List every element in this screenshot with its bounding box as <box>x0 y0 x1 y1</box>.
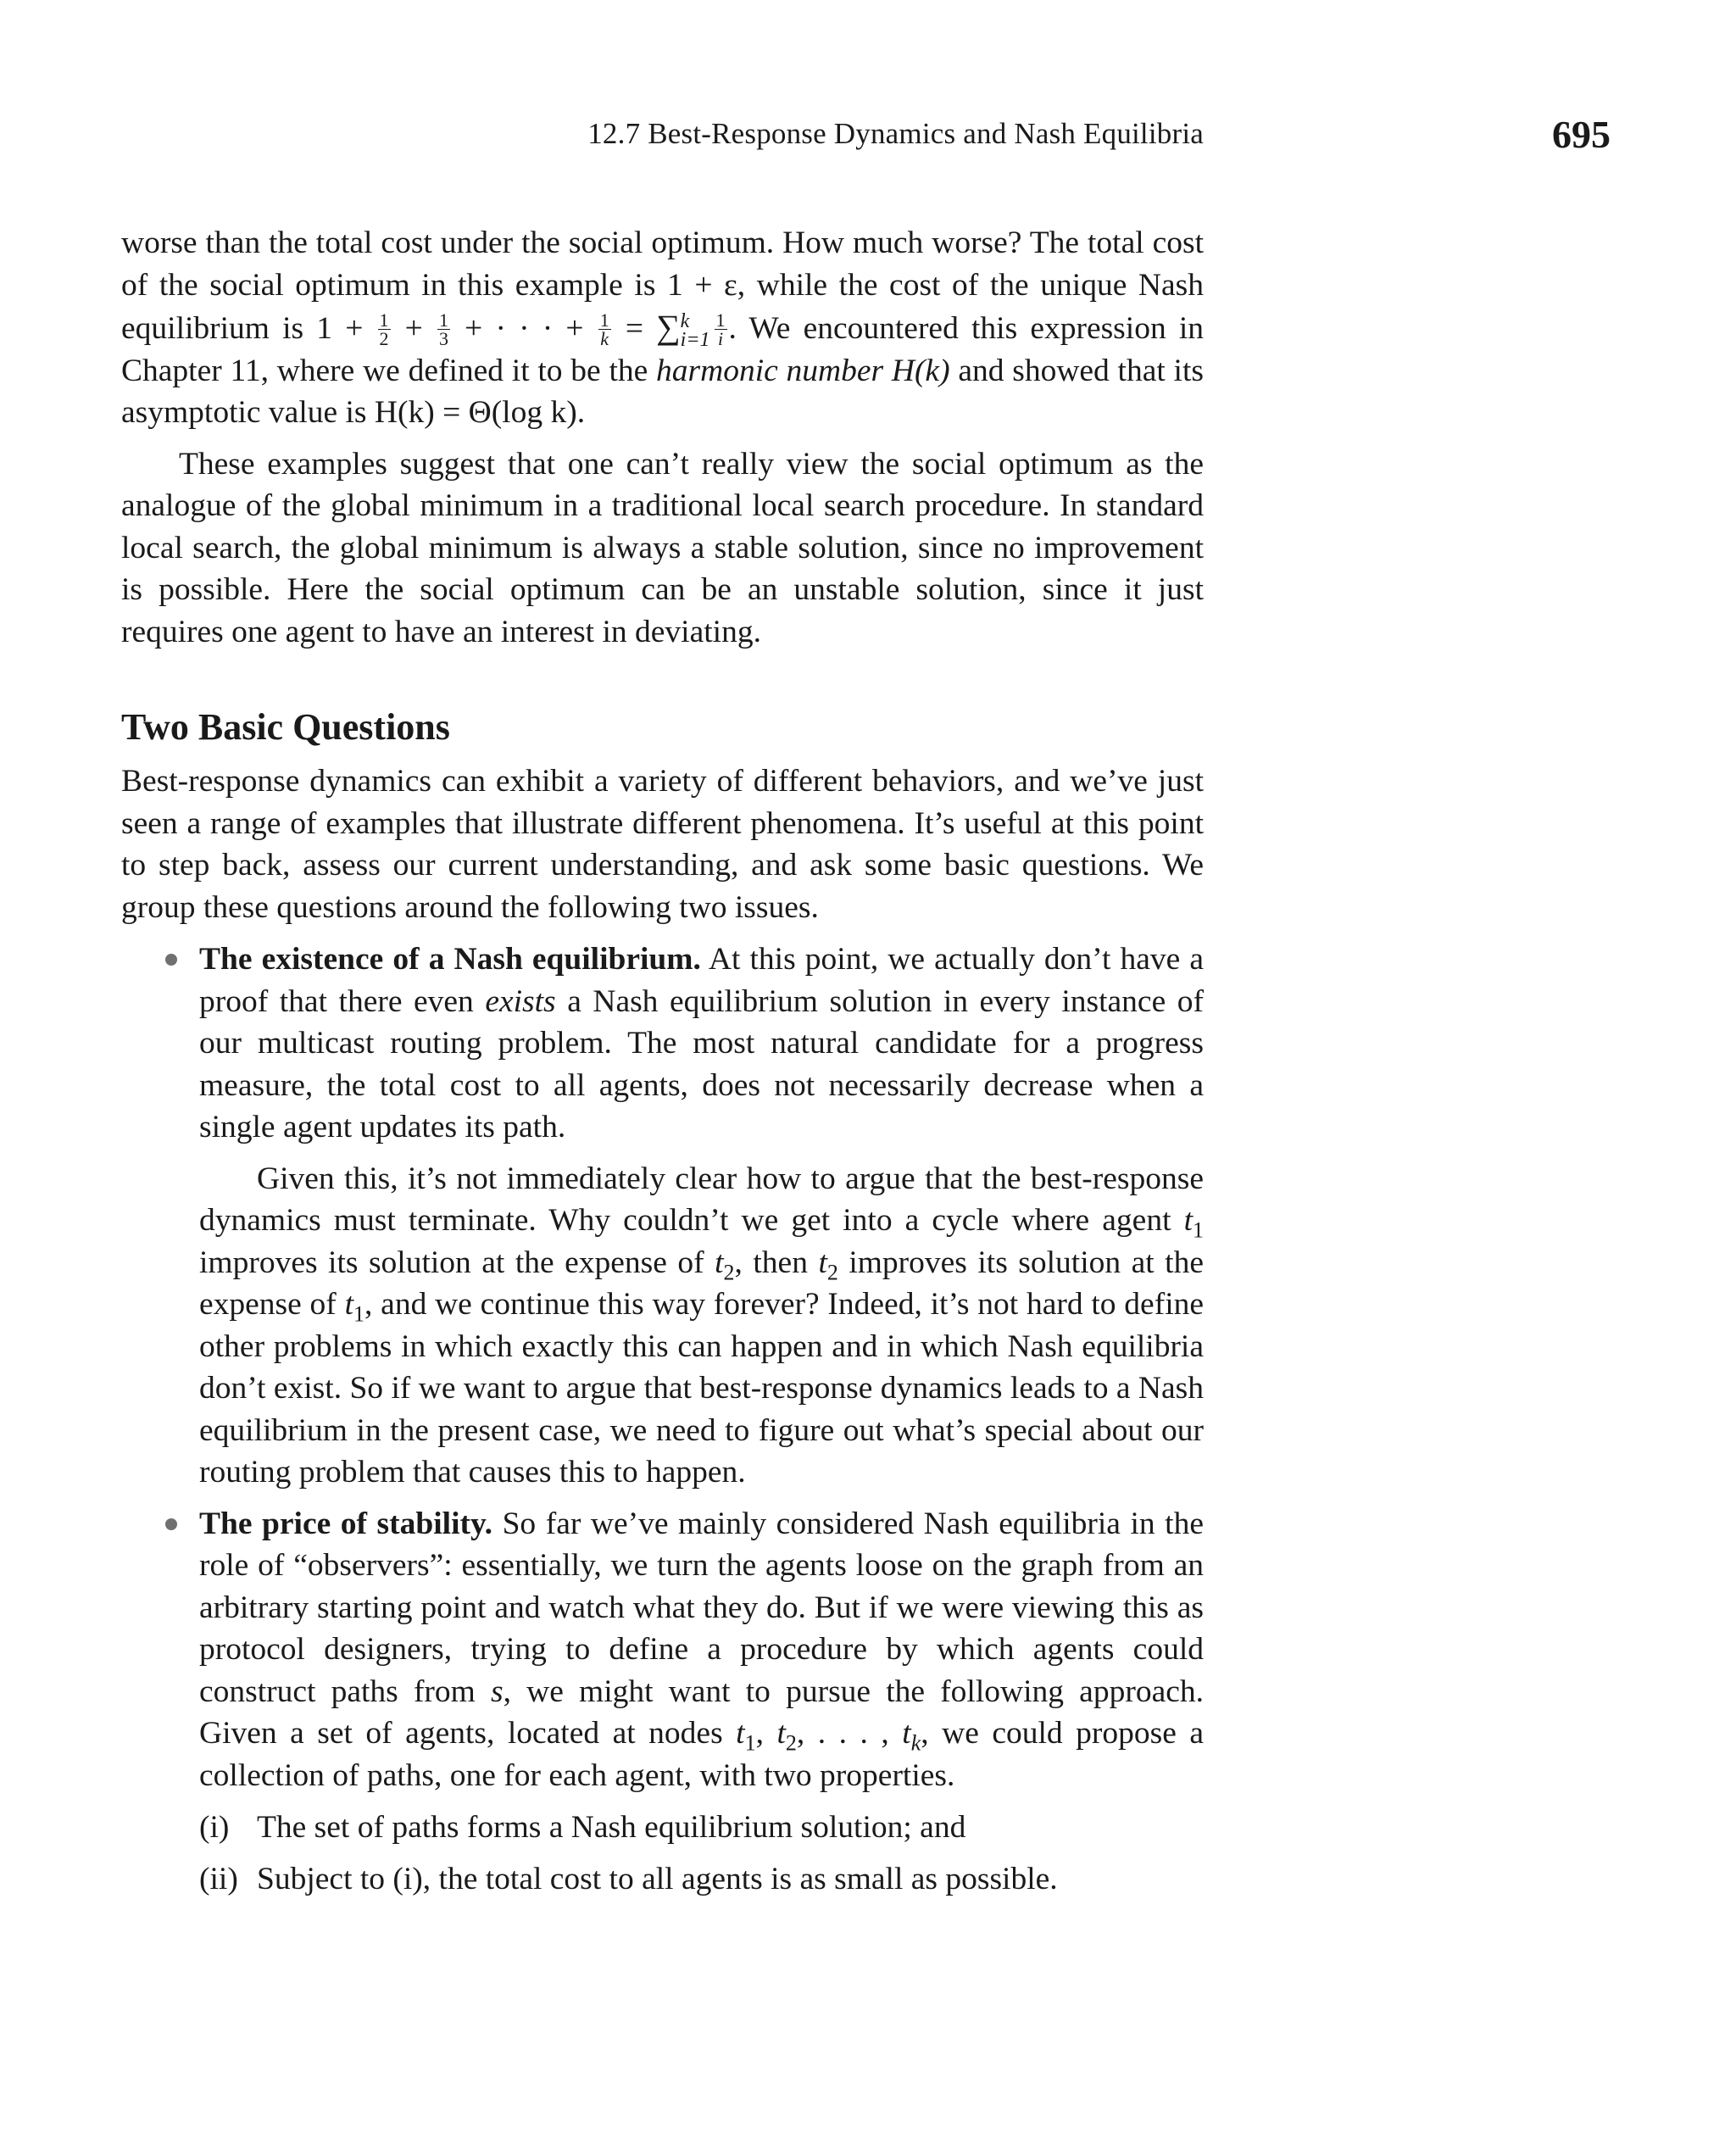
bullet-paragraph <box>199 1503 1204 1797</box>
sum-upper-limit: k <box>680 310 690 333</box>
bullet-lead: The price of stability. <box>199 1506 493 1541</box>
text-run: and showed that its asymptotic value is H(k) = Θ(log k). <box>121 353 1204 430</box>
fraction-one-over-i <box>715 311 727 348</box>
bullet-lead: The existence of a Nash equilibrium. <box>199 942 701 977</box>
text-run: a Nash equilibrium solution in every instance of our multicast routing problem. The most natural candidate for a progress measure, the total cost to all agents, does not necessarily decrease when a single agent updates its path. <box>199 983 1204 1144</box>
running-head: 12.7 Best-Response Dynamics and Nash Equilibria <box>587 117 1204 150</box>
subscript: 2 <box>826 1260 838 1284</box>
text-run: + · · · + <box>451 311 597 346</box>
property-text: The set of paths forms a Nash equilibrium solution; and <box>257 1810 966 1845</box>
properties-list <box>121 1807 1204 1900</box>
subscript: 1 <box>744 1730 756 1756</box>
paragraph-social-optimum: These examples suggest that one can’t really view the social optimum as the analogue of the global minimum in a traditional local search procedure. In standard local search, the global minimum is always a stable solution, since no improvement is possible. Here the social optimum can be an unstable solution, since it just requires one agent to have an interest in deviating. <box>121 446 1204 649</box>
section-heading: Two Basic Questions <box>121 706 450 748</box>
text-run: , we could propose a collection of paths, one for each agent, with two properties. <box>199 1716 1205 1793</box>
property-item <box>199 1858 1204 1901</box>
property-text: Subject to (i), the total cost to all agents is as small as possible. <box>257 1861 1058 1896</box>
text-run: = <box>612 311 657 346</box>
math-var: t <box>1183 1203 1193 1238</box>
math-var: t <box>902 1716 911 1751</box>
list-item <box>121 938 1204 1494</box>
text-run: + <box>392 311 436 346</box>
math-var: t <box>776 1716 786 1751</box>
text-run: , we might want to pursue the following approach. Given a set of agents, located at nodes <box>199 1673 1204 1751</box>
summation-limits <box>680 310 710 352</box>
fraction-one-half <box>378 311 391 348</box>
property-item <box>199 1807 1204 1849</box>
text-run: worse than the total cost under the social optimum. How much worse? The total cost of the social optimum in this example is 1 + ε, while the cost of the unique Nash equilibrium is 1 + <box>121 226 1204 346</box>
section-intro: Best-response dynamics can exhibit a variety of different behaviors, and we’ve just seen a range of examples that illustrate different phenomena. It’s useful at this point to step back, assess our current understanding, and ask some basic questions. We group these questions around the following two issues. <box>121 764 1204 925</box>
property-number: (i) <box>199 1810 230 1845</box>
numerator: 1 <box>438 309 448 331</box>
numerator: 1 <box>379 309 389 331</box>
text-run: improves its solution at the expense of <box>199 1245 1204 1322</box>
bullet-icon <box>165 954 177 966</box>
text-run: , then <box>734 1245 819 1280</box>
text-run: improves its solution at the expense of <box>199 1245 715 1280</box>
page-number: 695 <box>1552 113 1611 156</box>
fraction-one-over-k <box>598 311 611 348</box>
bullet-paragraph <box>199 938 1204 1149</box>
text-run: , <box>755 1716 777 1751</box>
paragraph-harmonic <box>121 222 1204 434</box>
emphasis: exists <box>485 983 556 1019</box>
math-var: t <box>715 1245 724 1280</box>
sum-lower-limit: i=1 <box>680 329 710 352</box>
issues-list <box>121 938 1204 1796</box>
summation-symbol: ∑ <box>656 308 681 346</box>
math-var: s <box>491 1673 504 1709</box>
denominator: 3 <box>438 327 448 349</box>
subscript: 1 <box>353 1301 365 1327</box>
text-run: , and we continue this way forever? Indeed, it’s not hard to define other problems in which exactly this can happen and in which Nash equilibria don’t exist. So if we want to argue that best-response dynamics leads to a Nash equilibrium in the present case, we need to figure out what’s special about our routing problem that causes this to happen. <box>199 1287 1205 1490</box>
math-var: t <box>736 1716 745 1751</box>
denominator: i <box>717 327 724 349</box>
numerator: 1 <box>599 309 609 331</box>
subscript: 1 <box>1193 1217 1204 1243</box>
text-run: So far we’ve mainly considered Nash equilibria in the role of “observers”: essentially, we turn the agents loose on the graph from an arbitrary starting point and watch what they do. But if we were viewing this as protocol designers, trying to define a procedure by which agents could construct paths from <box>199 1506 1204 1709</box>
subscript: 2 <box>785 1730 797 1756</box>
text-run: At this point, we actually don’t have a proof that there even <box>199 942 1204 1019</box>
math-var: t <box>818 1245 827 1280</box>
denominator: 2 <box>379 327 389 349</box>
denominator: k <box>600 327 609 349</box>
fraction-one-third <box>437 311 450 348</box>
text-run: , . . . , <box>796 1716 903 1751</box>
bullet-paragraph <box>199 1158 1204 1494</box>
subscript: 2 <box>723 1260 735 1284</box>
bullet-icon <box>165 1518 177 1530</box>
numerator: 1 <box>715 309 726 331</box>
list-item <box>121 1503 1204 1797</box>
text-run: . We encountered this expression in Chapter 11, where we defined it to be the <box>121 311 1205 388</box>
math-var: t <box>344 1287 354 1322</box>
subscript: k <box>910 1730 921 1756</box>
page-body <box>121 222 1204 1909</box>
text-run: Given this, it’s not immediately clear how to argue that the best-response dynamics must terminate. Why couldn’t we get into a cycle where agent <box>199 1161 1204 1238</box>
defined-term: harmonic number H(k) <box>656 353 950 388</box>
property-number: (ii) <box>199 1861 238 1896</box>
